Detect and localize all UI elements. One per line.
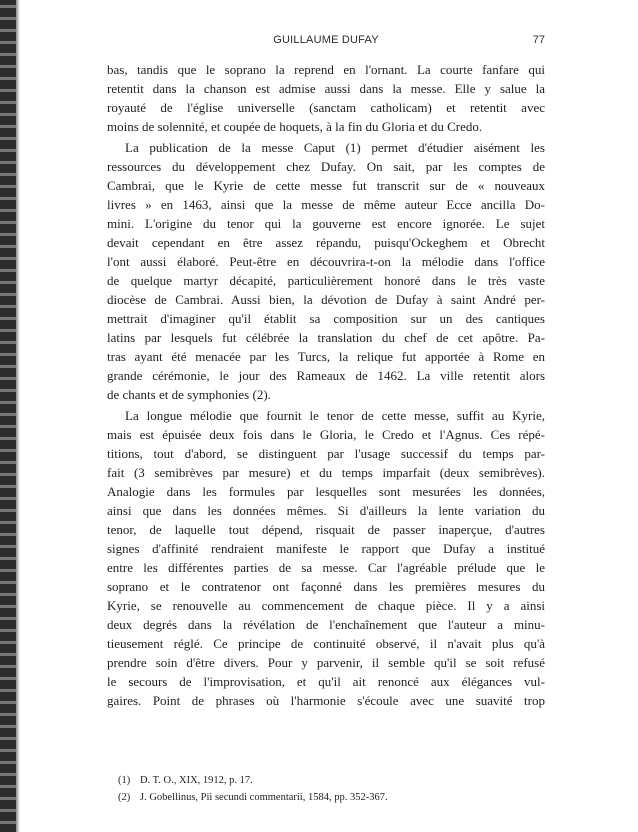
text-line: Analogie dans les formules par lesquelles sont mesurées les données,	[107, 484, 545, 499]
text-line: tieusement réglé. Ce principe de continuité observé, il n'avait plus qu'à	[107, 636, 545, 651]
text-line: bas, tandis que le soprano la reprend en l'ornant. La courte fanfare qui	[107, 62, 545, 77]
footnote-mark: (2)	[118, 792, 131, 803]
text-line: tenor, de laquelle tout dépend, risquait de passer inaperçue, d'autres	[107, 522, 545, 537]
text-line: diocèse de Cambrai. Aussi bien, la dévotion de Dufay à saint André per-	[107, 292, 545, 307]
text-line: ainsi que dans les données mêmes. Si d'ailleurs la lente variation du	[107, 503, 545, 518]
text-line: moins de solennité, et coupée de hoquets, à la fin du Gloria et du Credo.	[107, 119, 483, 134]
text-line: latins par lesquels fut célébrée la translation du chef de cet apôtre. Pa-	[107, 330, 545, 345]
text-line: fait (3 semibrèves par mesure) et du temps imparfait (deux semibrèves).	[107, 465, 545, 480]
text-line: mettrait d'imaginer qu'il établit sa composition sur un des cantiques	[107, 311, 545, 326]
text-line: devait cependant en être assez répandu, puisqu'Ockeghem et Obrecht	[107, 235, 545, 250]
text-line: le secours de l'improvisation, et qu'il ait renoncé aux élégances vul-	[107, 674, 545, 689]
text-line: signes d'affinité rendraient manifeste le rapport que Dufay a institué	[107, 541, 545, 556]
footnote-text: D. T. O., XIX, 1912, p. 17.	[140, 775, 253, 786]
text-line: La longue mélodie que fournit le tenor de cette messe, suffit au Kyrie,	[125, 408, 545, 423]
book-binding-edge	[0, 0, 16, 832]
paragraph-2	[107, 138, 545, 404]
text-line: grande cérémonie, le jour des Rameaux de 1462. La ville retentit alors	[107, 368, 545, 383]
text-line: de chants et de symphonies (2).	[107, 387, 271, 402]
text-line: deux degrés dans la révélation de l'enchaînement que l'auteur a minu-	[107, 617, 545, 632]
footnote-2	[118, 789, 545, 806]
text-line: Cambrai, que le Kyrie de cette messe fut transcrit sur de « nouveaux	[107, 178, 545, 193]
footnotes	[118, 772, 545, 806]
text-line: mini. L'origine du tenor qui la gouverne est encore ignorée. Le sujet	[107, 216, 545, 231]
footnote-text: J. Gobellinus, Pii secundi commentarii, 1584, pp. 352-367.	[140, 792, 388, 803]
binding-shadow	[16, 0, 20, 832]
text-line: de quelque martyr décapité, particulièrement honoré dans le très vaste	[107, 273, 545, 288]
page-number: 77	[532, 34, 545, 46]
text-line: retentit dans la chanson est admise aussi dans la messe. Elle y salue la	[107, 81, 545, 96]
running-title: GUILLAUME DUFAY	[273, 34, 379, 46]
paragraph-3	[107, 406, 545, 710]
paragraph-1	[107, 60, 545, 136]
body-text	[107, 60, 545, 710]
text-line: tras ayant été menacée par les Turcs, la relique fut apportée à Rome en	[107, 349, 545, 364]
footnote-mark: (1)	[118, 775, 131, 786]
text-line: Kyrie, se renouvelle au commencement de chaque pièce. Il y a ainsi	[107, 598, 545, 613]
text-line: La publication de la messe Caput (1) permet d'étudier aisément les	[125, 140, 545, 155]
text-line: l'ont aussi élaboré. Peut-être en découvrira-t-on la mélodie dans l'office	[107, 254, 545, 269]
footnote-1	[118, 772, 545, 789]
text-line: soprano et le contratenor ont façonné dans les premières mesures du	[107, 579, 545, 594]
text-line: royauté de l'église universelle (sanctam catholicam) et retentit avec	[107, 100, 545, 115]
text-line: prendre soin d'être divers. Pour y parvenir, il semble qu'il se soit refusé	[107, 655, 545, 670]
text-line: livres » en 1463, ainsi que la messe de même auteur Ecce ancilla Do-	[107, 197, 545, 212]
text-line: ressources du développement chez Dufay. On sait, par les comptes de	[107, 159, 545, 174]
text-line: gaires. Point de phrases où l'harmonie s'écoule avec une suavité trop	[107, 693, 545, 708]
running-head	[107, 34, 545, 50]
text-line: mais est épuisée deux fois dans le Gloria, le Credo et l'Agnus. Ces répé-	[107, 427, 545, 442]
text-line: titions, tout d'abord, se distinguent par l'usage successif du temps par-	[107, 446, 545, 461]
text-line: entre les différentes parties de sa messe. Car l'agréable prélude que le	[107, 560, 545, 575]
